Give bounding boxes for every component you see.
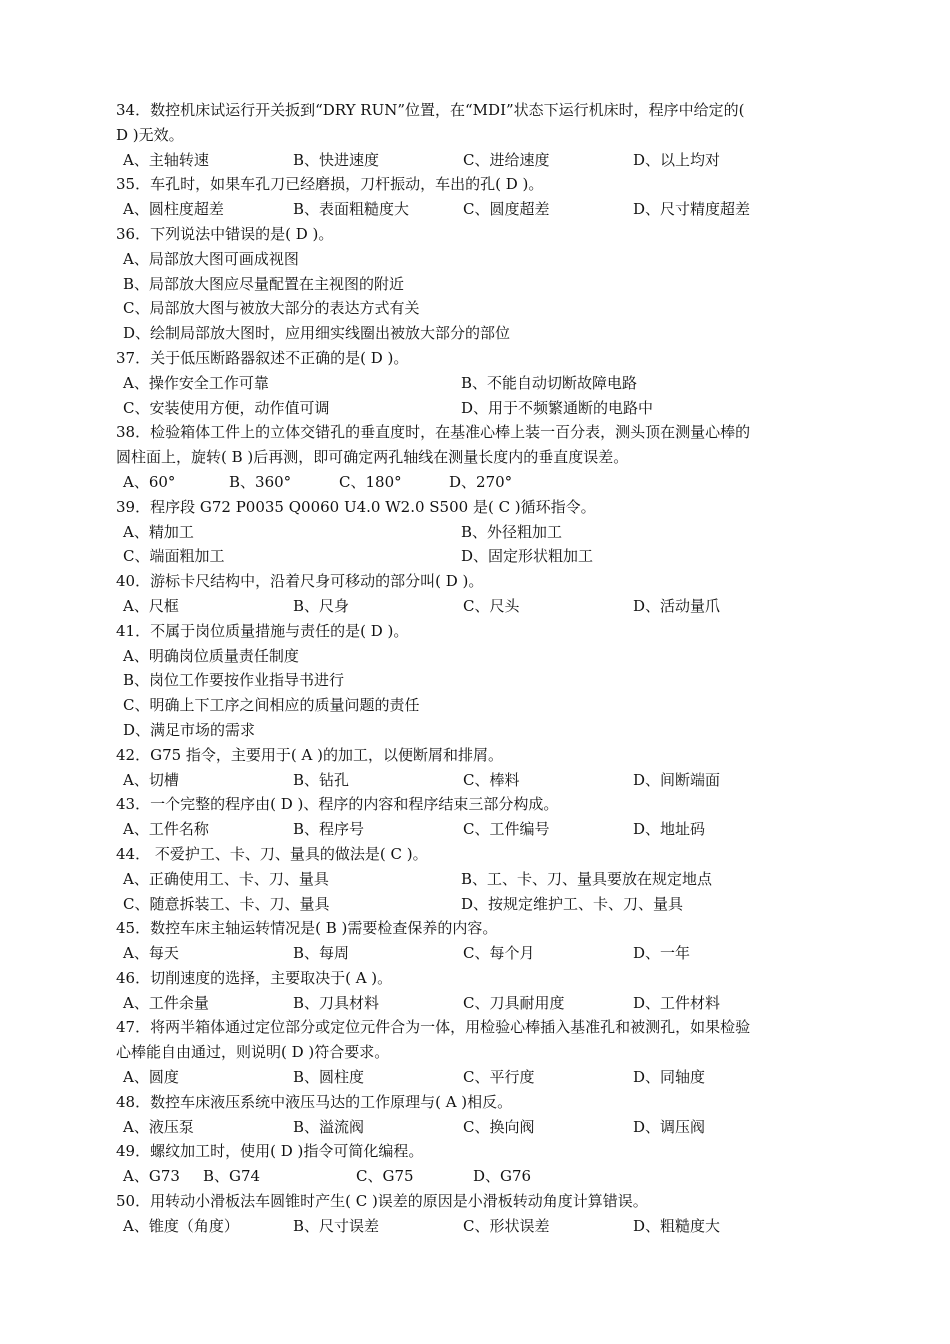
question-stem: 46．切削速度的选择，主要取决于( A )。 bbox=[116, 968, 393, 987]
option-a: A、主轴转速 bbox=[123, 150, 209, 169]
options-row bbox=[116, 1214, 836, 1239]
option-a: A、工件名称 bbox=[123, 820, 209, 839]
option-a: A、液压泵 bbox=[123, 1117, 194, 1136]
option-a: A、G73 bbox=[123, 1167, 180, 1186]
option-a: A、尺框 bbox=[123, 596, 179, 615]
question-stem: 48．数控车床液压系统中液压马达的工作原理与( A )相反。 bbox=[116, 1092, 513, 1111]
option-b: B、工、卡、刀、量具要放在规定地点 bbox=[461, 869, 713, 888]
option-b: B、每周 bbox=[293, 944, 350, 963]
option-a: A、切槽 bbox=[123, 770, 179, 789]
option-c: C、圆度超差 bbox=[463, 200, 550, 219]
options-row bbox=[116, 892, 836, 917]
options-row bbox=[116, 867, 836, 892]
question-stem: 47．将两半箱体通过定位部分或定位元件合为一体，用检验心棒插入基准孔和被测孔，如果检验 bbox=[116, 1018, 751, 1037]
question-stem: 43．一个完整的程序由( D )、程序的内容和程序结束三部分构成。 bbox=[116, 795, 559, 814]
option-a: A、精加工 bbox=[123, 522, 194, 541]
option-a: A、正确使用工、卡、刀、量具 bbox=[123, 869, 329, 888]
option-b: B、局部放大图应尽量配置在主视图的附近 bbox=[123, 274, 405, 293]
options-row bbox=[116, 668, 836, 693]
option-b: B、溢流阀 bbox=[293, 1117, 365, 1136]
option-c: C、每个月 bbox=[463, 944, 535, 963]
options-row bbox=[116, 768, 836, 793]
question-stem: 45．数控车床主轴运转情况是( B )需要检查保养的内容。 bbox=[116, 919, 498, 938]
option-a: A、60° bbox=[123, 472, 176, 491]
option-b: B、G74 bbox=[203, 1167, 261, 1186]
option-b: B、360° bbox=[229, 472, 292, 491]
option-c: C、形状误差 bbox=[463, 1216, 550, 1235]
option-b: B、程序号 bbox=[293, 820, 365, 839]
option-a: A、每天 bbox=[123, 944, 179, 963]
option-d: D、工件材料 bbox=[633, 993, 721, 1012]
option-d: D、270° bbox=[449, 472, 513, 491]
options-row bbox=[116, 1164, 836, 1189]
option-c: C、工件编号 bbox=[463, 820, 550, 839]
option-b: B、外径粗加工 bbox=[461, 522, 563, 541]
option-d: D、调压阀 bbox=[633, 1117, 706, 1136]
options-row bbox=[116, 371, 836, 396]
option-b: B、尺寸误差 bbox=[293, 1216, 380, 1235]
option-c: C、进给速度 bbox=[463, 150, 550, 169]
option-a: A、圆柱度超差 bbox=[123, 200, 224, 219]
options-row bbox=[116, 470, 836, 495]
question-list bbox=[116, 98, 836, 1239]
options-row bbox=[116, 197, 836, 222]
options-row bbox=[116, 272, 836, 297]
options-row bbox=[116, 594, 836, 619]
options-row bbox=[116, 148, 836, 173]
option-d: D、间断端面 bbox=[633, 770, 721, 789]
option-c: C、明确上下工序之间相应的质量问题的责任 bbox=[123, 696, 420, 715]
option-d: D、粗糙度大 bbox=[633, 1216, 721, 1235]
options-row bbox=[116, 321, 836, 346]
question-stem: 34．数控机床试运行开关扳到“DRY RUN”位置，在“MDI”状态下运行机床时，程序中给定的( bbox=[116, 101, 745, 119]
option-d: D、按规定维护工、卡、刀、量具 bbox=[461, 894, 684, 913]
option-c: C、180° bbox=[339, 472, 402, 491]
option-d: D、活动量爪 bbox=[633, 596, 721, 615]
option-b: B、刀具材料 bbox=[293, 993, 380, 1012]
option-d: D、绘制局部放大图时，应用细实线圈出被放大部分的部位 bbox=[123, 324, 511, 343]
option-d: D、尺寸精度超差 bbox=[633, 200, 751, 219]
question-stem: 心棒能自由通过，则说明( D )符合要求。 bbox=[116, 1043, 390, 1062]
options-row bbox=[116, 396, 836, 421]
options-row bbox=[116, 544, 836, 569]
question-stem: 49．螺纹加工时，使用( D )指令可简化编程。 bbox=[116, 1142, 424, 1161]
option-a: A、锥度（角度） bbox=[123, 1216, 239, 1235]
option-d: D、一年 bbox=[633, 944, 691, 963]
option-c: C、随意拆装工、卡、刀、量具 bbox=[123, 894, 330, 913]
question-stem: 41．不属于岗位质量措施与责任的是( D )。 bbox=[116, 621, 409, 640]
option-a: A、圆度 bbox=[123, 1068, 179, 1087]
option-c: C、平行度 bbox=[463, 1068, 535, 1087]
question-stem: 36．下列说法中错误的是( D )。 bbox=[116, 224, 334, 243]
option-a: A、操作安全工作可靠 bbox=[123, 373, 269, 392]
options-row bbox=[116, 817, 836, 842]
options-row bbox=[116, 1065, 836, 1090]
option-c: C、G75 bbox=[356, 1167, 414, 1186]
option-a: A、工件余量 bbox=[123, 993, 209, 1012]
option-d: D、同轴度 bbox=[633, 1068, 706, 1087]
option-c: C、换向阀 bbox=[463, 1117, 535, 1136]
option-b: B、快进速度 bbox=[293, 150, 380, 169]
options-row bbox=[116, 644, 836, 669]
option-c: C、局部放大图与被放大部分的表达方式有关 bbox=[123, 299, 420, 318]
option-d: D、满足市场的需求 bbox=[123, 720, 256, 739]
options-row bbox=[116, 296, 836, 321]
option-d: D、固定形状粗加工 bbox=[461, 547, 594, 566]
options-row bbox=[116, 718, 836, 743]
question-stem: 39．程序段 G72 P0035 Q0060 U4.0 W2.0 S500 是( C )循环指令。 bbox=[116, 497, 596, 516]
option-d: D、地址码 bbox=[633, 820, 706, 839]
option-b: B、岗位工作要按作业指导书进行 bbox=[123, 671, 345, 690]
option-d: D、G76 bbox=[473, 1167, 532, 1186]
option-c: C、棒料 bbox=[463, 770, 520, 789]
question-stem: 44． 不爱护工、卡、刀、量具的做法是( C )。 bbox=[116, 844, 428, 863]
question-stem: 50．用转动小滑板法车圆锥时产生( C )误差的原因是小滑板转动角度计算错误。 bbox=[116, 1192, 648, 1211]
option-a: A、明确岗位质量责任制度 bbox=[123, 646, 299, 665]
option-d: D、以上均对 bbox=[633, 150, 721, 169]
question-stem: 圆柱面上，旋转( B )后再测，即可确定两孔轴线在测量长度内的垂直度误差。 bbox=[116, 448, 629, 467]
options-row bbox=[116, 693, 836, 718]
options-row bbox=[116, 1115, 836, 1140]
option-b: B、圆柱度 bbox=[293, 1068, 365, 1087]
options-row bbox=[116, 991, 836, 1016]
option-b: B、表面粗糙度大 bbox=[293, 200, 410, 219]
question-stem: 42．G75 指令，主要用于( A )的加工，以便断屑和排屑。 bbox=[116, 745, 503, 764]
option-c: C、安装使用方便，动作值可调 bbox=[123, 398, 330, 417]
question-stem: 37．关于低压断路器叙述不正确的是( D )。 bbox=[116, 348, 409, 367]
question-stem: 35．车孔时，如果车孔刀已经磨损，刀杆振动，车出的孔( D )。 bbox=[116, 175, 544, 194]
options-row bbox=[116, 520, 836, 545]
options-row bbox=[116, 941, 836, 966]
option-c: C、端面粗加工 bbox=[123, 547, 225, 566]
option-c: C、尺头 bbox=[463, 596, 520, 615]
option-b: B、尺身 bbox=[293, 596, 350, 615]
question-stem: 38．检验箱体工件上的立体交错孔的垂直度时，在基准心棒上装一百分表，测头顶在测量心棒的 bbox=[116, 423, 751, 442]
option-c: C、刀具耐用度 bbox=[463, 993, 565, 1012]
question-stem: 40．游标卡尺结构中，沿着尺身可移动的部分叫( D )。 bbox=[116, 572, 484, 591]
option-b: B、不能自动切断故障电路 bbox=[461, 373, 638, 392]
option-d: D、用于不频繁通断的电路中 bbox=[461, 398, 654, 417]
option-a: A、局部放大图可画成视图 bbox=[123, 249, 299, 268]
option-b: B、钻孔 bbox=[293, 770, 350, 789]
options-row bbox=[116, 247, 836, 272]
question-stem: D )无效。 bbox=[116, 125, 184, 144]
